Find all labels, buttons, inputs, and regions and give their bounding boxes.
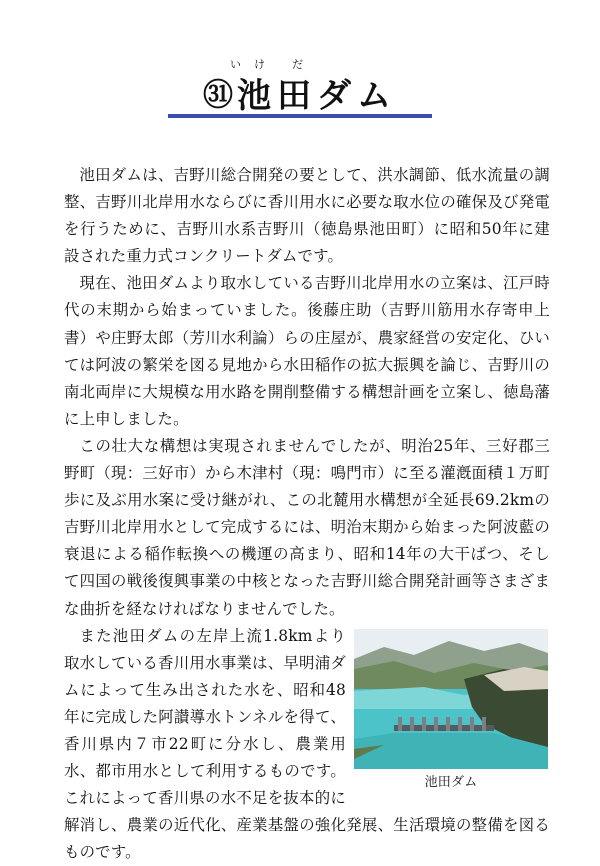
paragraph-3: この壮大な構想は実現されませんでしたが、明治25年、三好郡三野町（現：三好市）から木津村（現：鳴門市）に至る灌漑面積１万町歩に及ぶ用水案に受け継がれ、この北麓用水構想が全延長69.2kmの吉野川北岸用水として完成するには、明治末期から始まった阿波藍の衰退による稲作転換への機運の高まり、昭和14年の大干ばつ、そして四国の戦後復興事業の中核となった吉野川総合開発計画等さまざまな曲折を経なければなりませんでした。 [64, 436, 550, 618]
page-title [168, 70, 432, 118]
ruby-ke: け [254, 58, 265, 71]
paragraph-4-text: また池田ダムの左岸上流1.8kmより取水している香川用水事業は、早明浦ダムによって生み出された水を、昭和48年に完成した阿讃導水トンネルを得て、香川県内７市22町に分水し、農業用水、都市用水として利用するものです。これによって香川県の水不足を抜本的に解消し、農業の近代化、産業基盤の強化発展、生活環境の整備を図るものです。 [64, 626, 550, 862]
dam-photo [354, 629, 548, 769]
paragraph-4 [64, 623, 550, 866]
paragraph-2: 現在、池田ダムより取水している吉野川北岸用水の立案は、江戸時代の末期から始まっていました。後藤庄助（吉野川筋用水存寄申上書）や庄野太郎（芳川水利論）らの庄屋が、農家経営の安定化、ひいては阿波の繁栄を図る見地から水田稲作の拡大振興を論じ、吉野川の南北両岸に大規模な用水路を開削整備する構想計画を立案し、徳島藩に上申しました。 [64, 274, 550, 428]
article-body [64, 162, 550, 866]
photo-caption: 池田ダム [424, 774, 478, 790]
ruby-da: だ [292, 58, 303, 71]
title-text: 池田ダム [237, 75, 397, 116]
ruby-i: い [230, 58, 241, 71]
title-number: ㉛ [203, 78, 233, 113]
page-title-block [168, 56, 432, 120]
dam-figure [354, 629, 550, 799]
paragraph-1: 池田ダムは、吉野川総合開発の要として、洪水調節、低水流量の調整、吉野川北岸用水ならびに香川用水に必要な取水位の確保及び発電を行うために、吉野川水系吉野川（徳島県池田町）に昭和50年に建設された重力式コンクリートダムです。 [64, 166, 550, 266]
